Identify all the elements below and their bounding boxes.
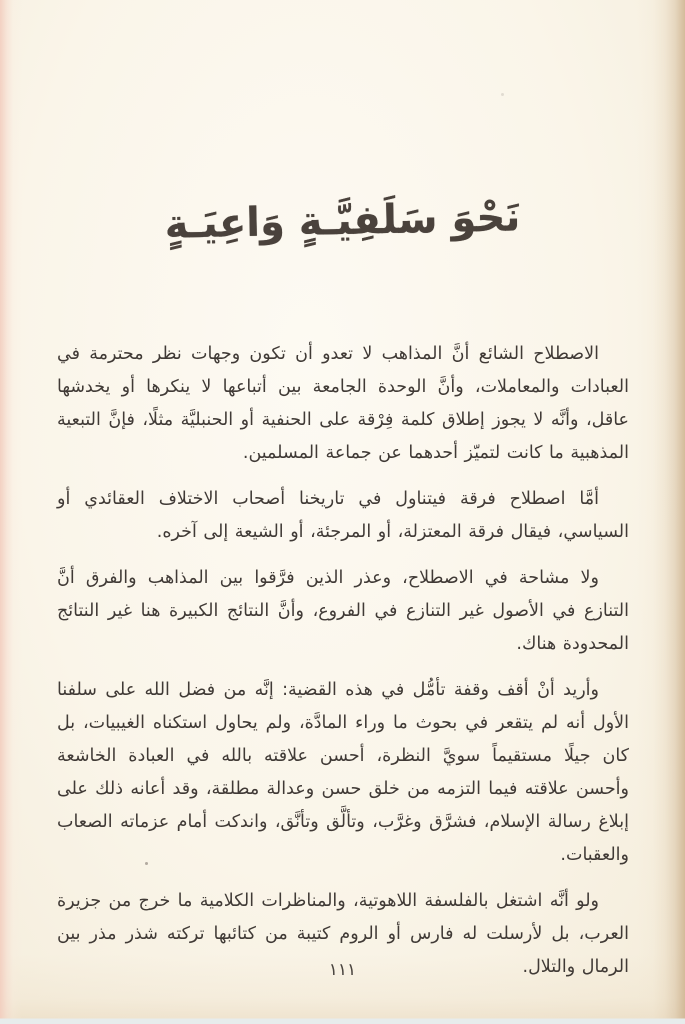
paragraph: وأريد أنْ أقف وقفة تأمُّل في هذه القضية: إنَّه من فضل الله على سلفنا الأول أنه لم يتقعر في بحوث ما وراء المادَّة، ولم يحاول استكناه الغيبيات، بل كان جيلًا مستقيماً سويَّ النظرة، أحسن علاقته بالله في العبادة الخاشعة وأحسن علاقته فيما التزمه من خلق حسن وعدالة مطلقة، وقد أعانه ذلك على إبلاغ رسالة الإسلام، فشرَّق وغرَّب، وتألَّق وتأنَّق، واندكت أمام عزماته الصعاب والعقبات. — [57, 680, 629, 865]
page-body-text — [57, 338, 629, 997]
paragraph: الاصطلاح الشائع أنَّ المذاهب لا تعدو أن تكون وجهات نظر محترمة في العبادات والمعاملات، وأنَّ الوحدة الجامعة بين أتباعها لا ينكرها أو يخدشها عاقل، وأنَّه لا يجوز إطلاق كلمة فِرْقة على الحنفية أو الحنبليَّة مثلًا، فإنَّ التبعية المذهبية ما كانت لتميّز أحدهما عن جماعة المسلمين. — [57, 344, 629, 463]
chapter-title-calligraphy: نَحْوَ سَلَفِيَّـةٍ وَاعِيَـةٍ — [164, 194, 521, 248]
paragraph: ولا مشاحة في الاصطلاح، وعذر الذين فرَّقوا بين المذاهب والفرق أنَّ التنازع في الأصول غير التنازع في الفروع، وأنَّ النتائج الكبيرة هنا غير النتائج المحدودة هناك. — [57, 568, 629, 654]
page-number: ١١١ — [328, 960, 357, 980]
paragraph: ولو أنَّه اشتغل بالفلسفة اللاهوتية، والمناظرات الكلامية ما خرج من جزيرة العرب، بل لأرسلت له فارس أو الروم كتيبة من كتائبها تركته شذر مذر بين الرمال والتلال. — [57, 891, 629, 977]
paragraph: أمَّا اصطلاح فرقة فيتناول في تاريخنا أصحاب الاختلاف العقائدي أو السياسي، فيقال فرقة المعتزلة، أو المرجئة، أو الشيعة إلى آخره. — [57, 489, 629, 542]
scan-artifact-speck — [501, 93, 504, 96]
scan-artifact-speck — [145, 862, 148, 865]
